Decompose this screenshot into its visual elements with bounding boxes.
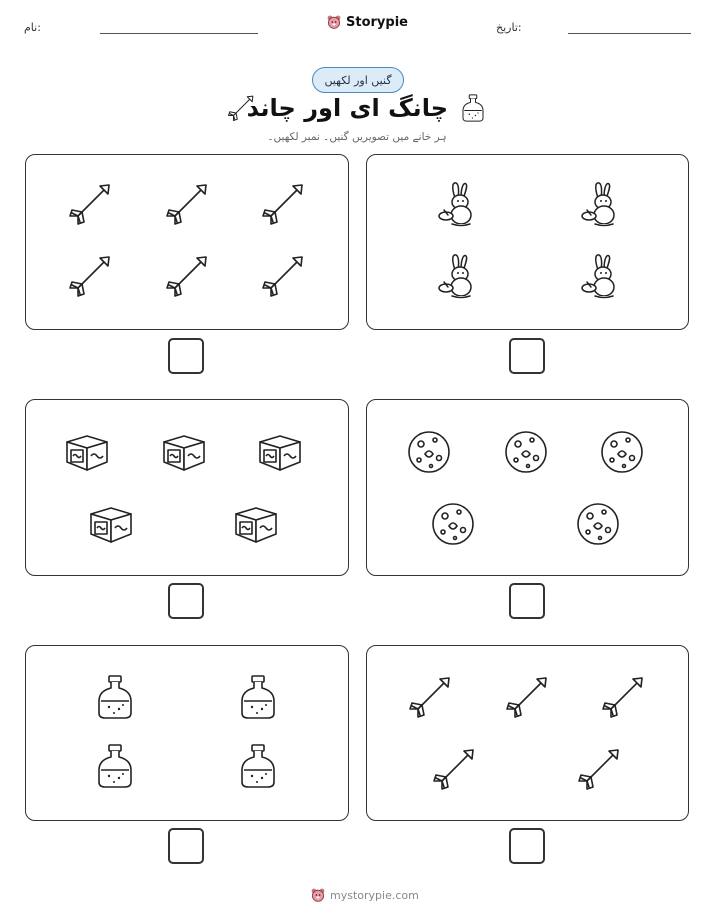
date-line[interactable]	[568, 33, 691, 34]
footer-url[interactable]: mystorypie.com	[330, 888, 419, 902]
chest-picture	[63, 428, 111, 476]
arrow-picture	[259, 252, 307, 300]
brand-name: Storypie	[346, 14, 408, 30]
answer-box-bottom-right[interactable]	[509, 828, 545, 864]
chest-picture	[232, 500, 280, 548]
bottle-picture	[234, 673, 282, 721]
page-title: چانگ ای اور چاند	[246, 94, 448, 122]
panel-bottom-right	[366, 645, 689, 821]
arrow-picture	[406, 673, 454, 721]
arrow-picture	[599, 673, 647, 721]
rabbit-picture	[433, 252, 481, 300]
bear-mascot-icon	[310, 887, 326, 903]
answer-box-bottom-left[interactable]	[168, 828, 204, 864]
rabbit-picture	[433, 180, 481, 228]
instructions: ہر خانے میں تصویریں گنیں۔ نمبر لکھیں۔	[267, 131, 447, 143]
bear-mascot-icon	[326, 14, 342, 30]
answer-box-top-left[interactable]	[168, 338, 204, 374]
panel-bottom-left	[25, 645, 349, 821]
arrow-picture	[259, 180, 307, 228]
footer	[310, 887, 419, 903]
moon-picture	[429, 500, 477, 548]
panel-top-left	[25, 154, 349, 330]
chest-picture	[160, 428, 208, 476]
chest-picture	[87, 500, 135, 548]
panel-middle-left	[25, 399, 349, 576]
arrow-picture	[163, 252, 211, 300]
rabbit-picture	[576, 252, 624, 300]
brand-logo	[326, 14, 408, 30]
name-label: نام:	[24, 21, 41, 34]
bottle-picture	[234, 742, 282, 790]
name-line[interactable]	[100, 33, 258, 34]
arrow-picture	[66, 252, 114, 300]
rabbit-picture	[576, 180, 624, 228]
arrow-picture	[575, 745, 623, 793]
moon-picture	[405, 428, 453, 476]
answer-box-middle-right[interactable]	[509, 583, 545, 619]
arrow-picture	[430, 745, 478, 793]
answer-box-middle-left[interactable]	[168, 583, 204, 619]
moon-picture	[574, 500, 622, 548]
panel-top-right	[366, 154, 689, 330]
panel-middle-right	[366, 399, 689, 576]
potion-bottle-icon	[458, 93, 488, 123]
arrow-picture	[66, 180, 114, 228]
arrow-picture	[163, 180, 211, 228]
moon-picture	[598, 428, 646, 476]
answer-box-top-right[interactable]	[509, 338, 545, 374]
activity-badge: گنیں اور لکھیں	[312, 67, 404, 93]
arrow-picture	[503, 673, 551, 721]
date-label: تاریخ:	[496, 21, 522, 34]
bottle-picture	[91, 742, 139, 790]
bottle-picture	[91, 673, 139, 721]
chest-picture	[256, 428, 304, 476]
moon-picture	[502, 428, 550, 476]
